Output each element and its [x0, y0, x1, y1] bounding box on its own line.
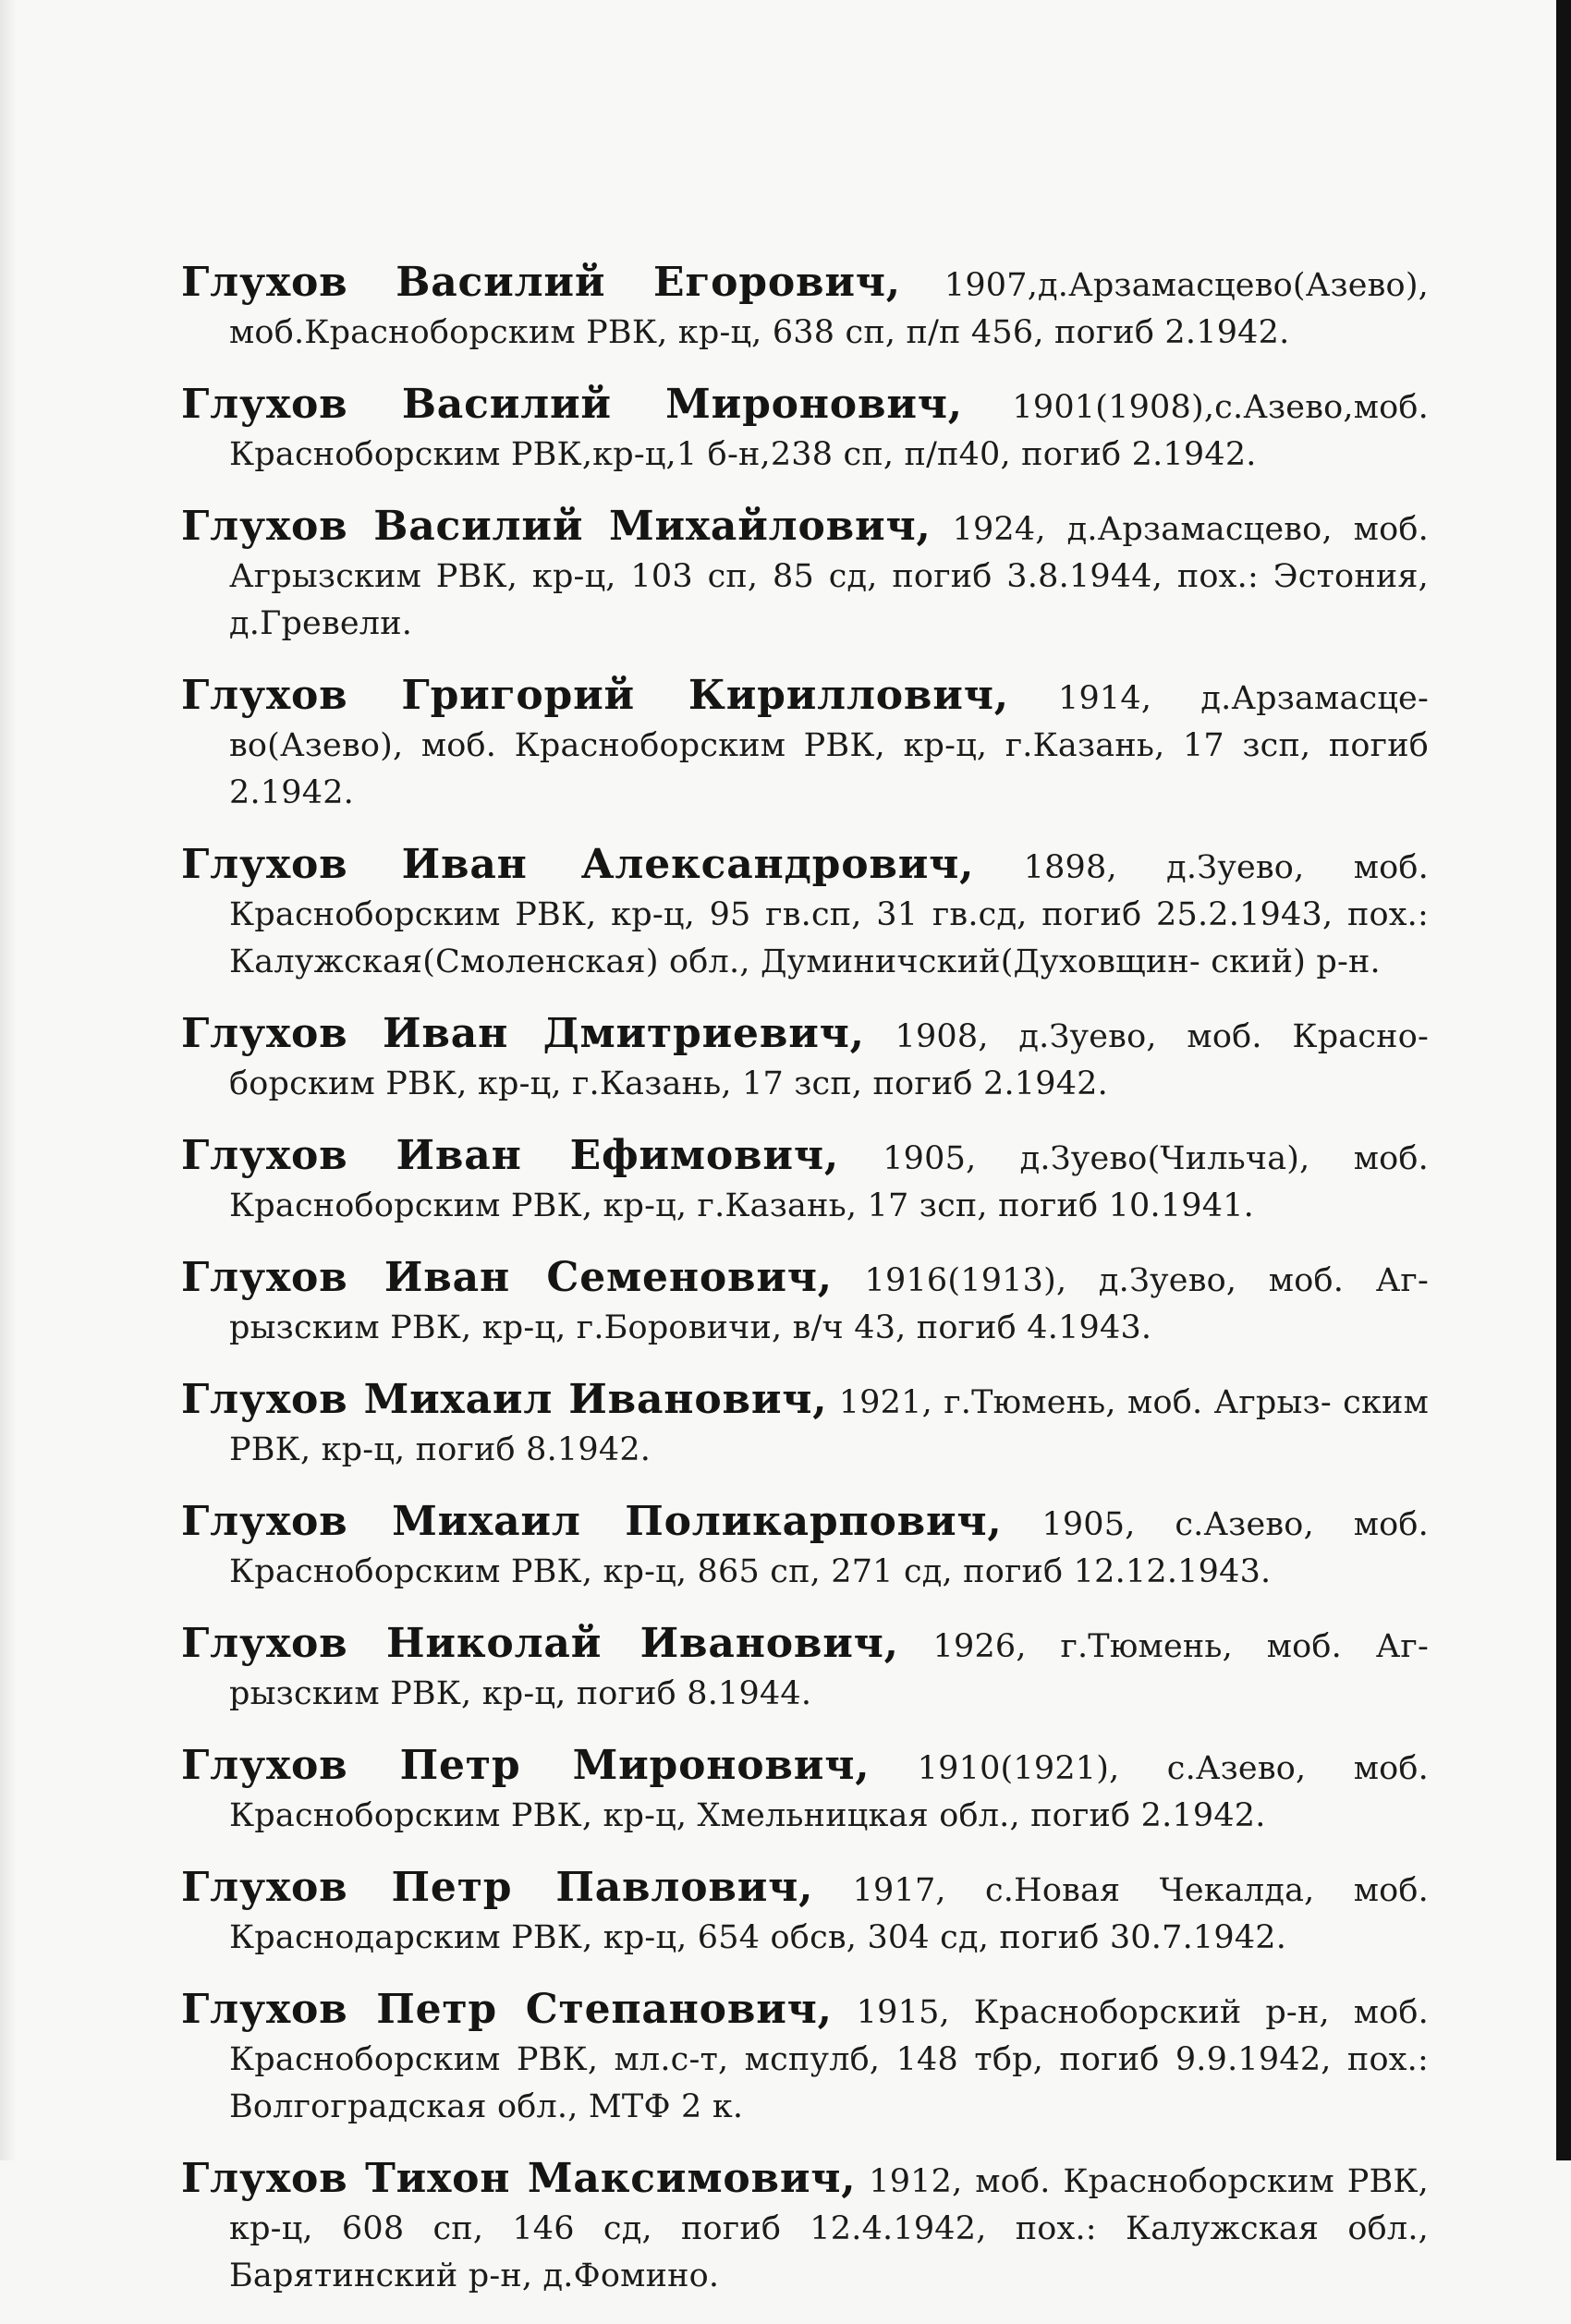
list-entry — [181, 2155, 1429, 2300]
list-entry — [181, 1864, 1429, 1962]
page-edge-shadow — [0, 0, 17, 2160]
entry-name: Глухов Тихон Максимович, — [181, 2155, 857, 2202]
list-entry — [181, 1986, 1429, 2131]
entry-name: Глухов Петр Миронович, — [181, 1742, 871, 1789]
memorial-list — [181, 259, 1429, 2324]
entry-name: Глухов Петр Павлович, — [181, 1864, 814, 1911]
entry-details: 1898, д.Зуево, моб. Красноборским РВК, кр-ц, 95 гв.сп, 31 гв.сд, погиб 25.2.1943, пох.: Калужская(Смоленская) обл., Думиничский(Духовщин- ский) р-н. — [229, 849, 1429, 980]
entry-name: Глухов Иван Александрович, — [181, 841, 975, 888]
entry-name: Глухов Михаил Иванович, — [181, 1376, 828, 1423]
entry-name: Глухов Николай Иванович, — [181, 1620, 899, 1667]
entry-details: 1916(1913), д.Зуево, моб. Аг- рызским РВК, кр-ц, г.Боровичи, в/ч 43, погиб 4.1943. — [229, 1262, 1429, 1346]
list-entry — [181, 672, 1429, 817]
list-entry — [181, 1498, 1429, 1596]
entry-name: Глухов Иван Дмитриевич, — [181, 1010, 865, 1057]
list-entry — [181, 1620, 1429, 1718]
entry-name: Глухов Григорий Кириллович, — [181, 672, 1009, 719]
entry-details: 1921, г.Тюмень, моб. Агрыз- ским РВК, кр-ц, погиб 8.1942. — [229, 1384, 1429, 1468]
entry-name: Глухов Михаил Поликарпович, — [181, 1498, 1003, 1545]
entry-details: 1924, д.Арзамасцево, моб. Агрызским РВК, кр-ц, 103 сп, 85 сд, погиб 3.8.1944, пох.: Эстония, д.Гревели. — [229, 511, 1429, 642]
entry-details: 1910(1921), с.Азево, моб. Красноборским РВК, кр-ц, Хмельницкая обл., погиб 2.1942. — [229, 1750, 1429, 1834]
entry-name: Глухов Иван Ефимович, — [181, 1132, 839, 1179]
entry-details: 1914, д.Арзамасце- во(Азево), моб. Красноборским РВК, кр-ц, г.Казань, 17 зсп, погиб 2.1942. — [229, 680, 1429, 811]
scan-border — [1556, 0, 1571, 2160]
list-entry — [181, 503, 1429, 648]
list-entry — [181, 1254, 1429, 1352]
entry-details: 1905, д.Зуево(Чильча), моб. Красноборским РВК, кр-ц, г.Казань, 17 зсп, погиб 10.1941. — [229, 1140, 1430, 1224]
entry-details: 1915, Красноборский р-н, моб. Красноборским РВК, мл.с-т, мспулб, 148 тбр, погиб 9.9.1942, пох.: Волгоградская обл., МТФ 2 к. — [229, 1994, 1429, 2125]
entry-details: 1926, г.Тюмень, моб. Аг- рызским РВК, кр-ц, погиб 8.1944. — [229, 1628, 1429, 1712]
entry-details: 1917, с.Новая Чекалда, моб. Краснодарским РВК, кр-ц, 654 обсв, 304 сд, погиб 30.7.1942. — [229, 1872, 1429, 1956]
entry-details: 1901(1908),с.Азево,моб. Красноборским РВК,кр-ц,1 б-н,238 сп, п/п40, погиб 2.1942. — [229, 389, 1430, 473]
list-entry — [181, 259, 1429, 357]
entry-details: 1912, моб. Красноборским РВК, кр-ц, 608 сп, 146 сд, погиб 12.4.1942, пох.: Калужская обл., Барятинский р-н, д.Фомино. — [229, 2163, 1429, 2294]
list-entry — [181, 1376, 1429, 1474]
entry-name: Глухов Петр Степанович, — [181, 1986, 833, 2033]
list-entry — [181, 1132, 1429, 1230]
list-entry — [181, 381, 1429, 479]
list-entry — [181, 1742, 1429, 1840]
entry-name: Глухов Василий Егорович, — [181, 259, 901, 306]
list-entry — [181, 1010, 1429, 1108]
entry-details: 1905, с.Азево, моб. Красноборским РВК, кр-ц, 865 сп, 271 сд, погиб 12.12.1943. — [229, 1506, 1429, 1590]
list-entry — [181, 841, 1429, 986]
entry-details: 1907,д.Арзамасцево(Азево), моб.Красноборским РВК, кр-ц, 638 сп, п/п 456, погиб 2.1942. — [229, 267, 1429, 351]
entry-name: Глухов Василий Михайлович, — [181, 503, 932, 550]
entry-name: Глухов Иван Семенович, — [181, 1254, 833, 1301]
entry-name: Глухов Василий Миронович, — [181, 381, 963, 428]
entry-details: 1908, д.Зуево, моб. Красно- борским РВК, кр-ц, г.Казань, 17 зсп, погиб 2.1942. — [229, 1018, 1429, 1102]
